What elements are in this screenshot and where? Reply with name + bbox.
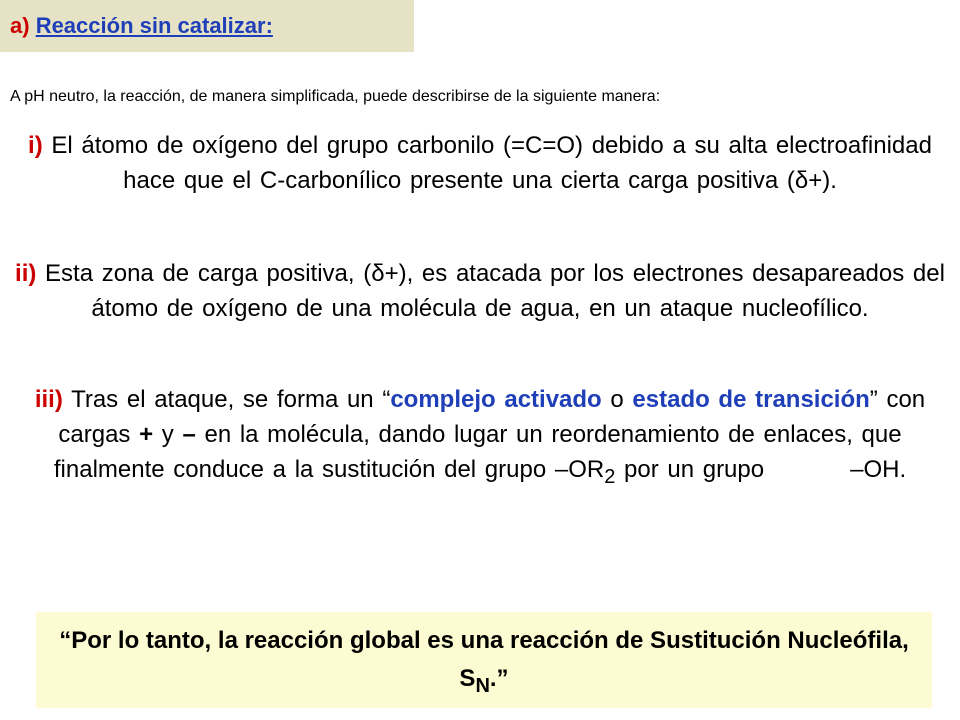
- plus-sign: +: [139, 421, 154, 448]
- paragraph-iii-text-6: por un grupo: [615, 456, 765, 483]
- minus-sign: –: [182, 421, 196, 448]
- subscript-2: 2: [604, 465, 616, 488]
- slide-title: [10, 13, 273, 39]
- highlight-complejo-activado: complejo activado: [390, 386, 602, 413]
- paragraph-iii: [0, 382, 960, 495]
- conclusion-end: .”: [489, 665, 509, 692]
- title-text: Reacción sin catalizar:: [35, 13, 273, 38]
- paragraph-i: [0, 128, 960, 198]
- paragraph-i-marker: i): [28, 132, 43, 159]
- subscript-n: N: [475, 674, 490, 697]
- paragraph-iii-text-4: y: [153, 421, 183, 448]
- paragraph-ii: [0, 256, 960, 326]
- highlight-estado-de-transicion: estado de transición: [632, 386, 870, 413]
- paragraph-iii-marker: iii): [34, 386, 63, 413]
- delta-symbol: δ: [371, 260, 385, 287]
- paragraph-iii-text-7: –OH.: [850, 456, 907, 483]
- title-box: [0, 0, 414, 52]
- intro-text: A pH neutro, la reacción, de manera simplificada, puede describirse de la siguiente manera:: [10, 88, 661, 105]
- paragraph-iii-text-1: Tras el ataque, se forma un “: [71, 386, 391, 413]
- paragraph-i-text: El átomo de oxígeno del grupo carbonilo (=C=O) debido a su alta electroafinidad hace que el C-carbonílico presente una cierta carga positiva (: [51, 132, 932, 194]
- title-marker: a): [10, 13, 30, 38]
- paragraph-iii-text-2: o: [601, 386, 633, 413]
- paragraph-iii-text-5: en la molécula, dando lugar un reordenamiento de enlaces, que finalmente conduce a la sustitución del grupo –OR: [53, 421, 902, 483]
- conclusion-text: [36, 622, 932, 705]
- paragraph-ii-text-b: +), es atacada por los electrones desapareados del átomo de oxígeno de una molécula de agua, en un ataque nucleofílico.: [91, 260, 945, 322]
- delta-symbol: δ: [794, 167, 809, 194]
- paragraph-ii-text-a: Esta zona de carga positiva, (: [45, 260, 372, 287]
- conclusion-line: “Por lo tanto, la reacción global es una reacción de Sustitución Nucleófila, S: [59, 627, 909, 692]
- paragraph-ii-marker: ii): [15, 260, 37, 287]
- paragraph-iii-text-3: ” con cargas: [58, 386, 926, 448]
- conclusion-box: [36, 612, 932, 708]
- paragraph-i-end: +).: [808, 167, 837, 194]
